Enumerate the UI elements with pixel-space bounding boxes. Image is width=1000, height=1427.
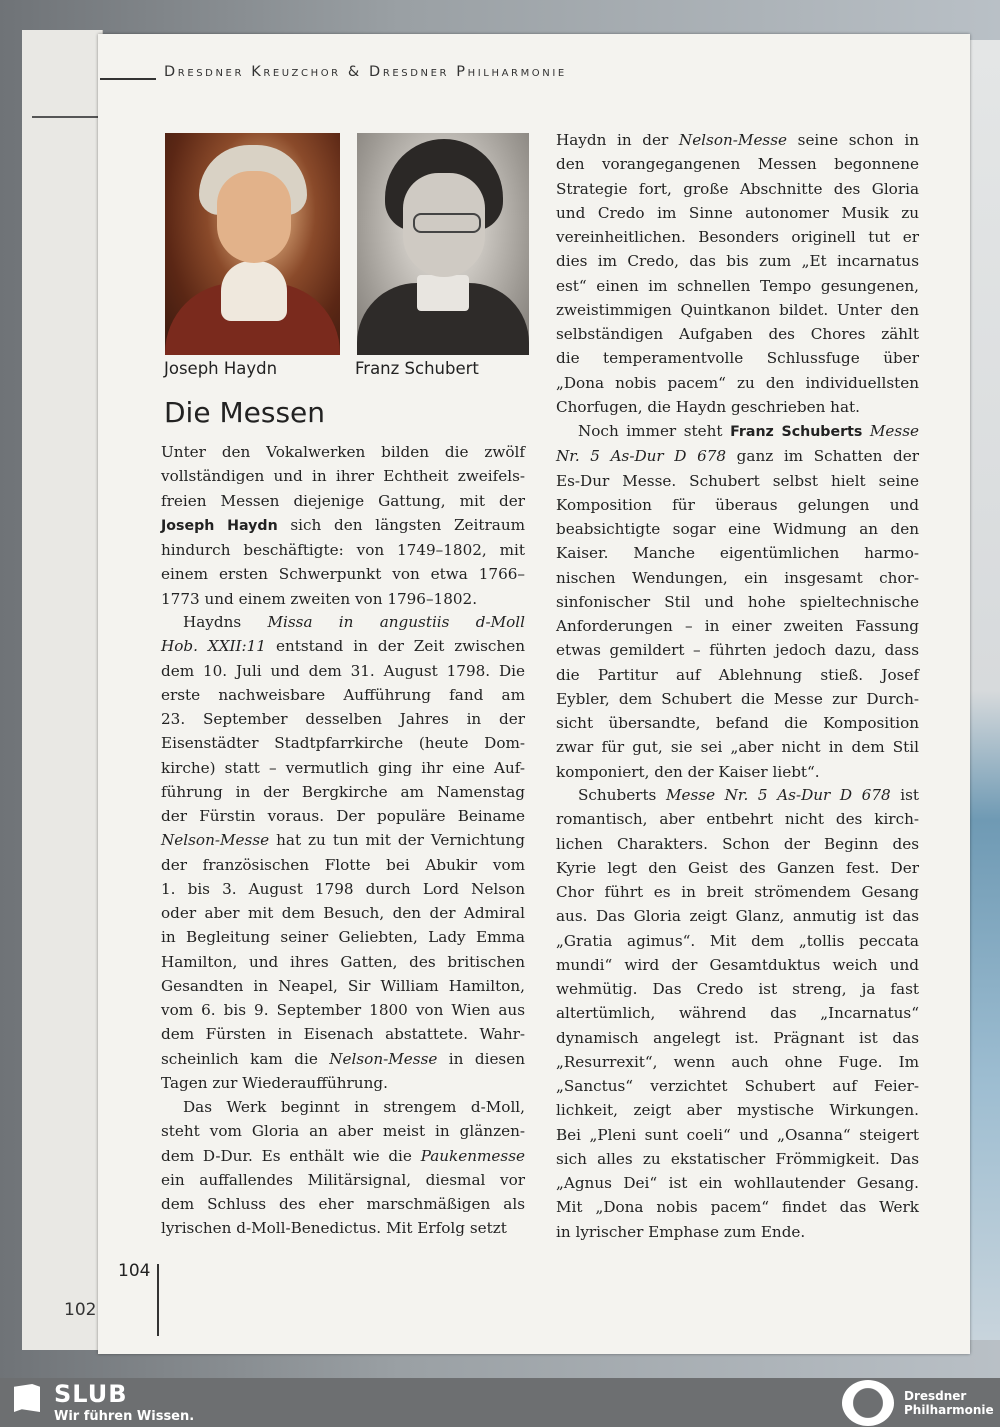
paragraph bbox=[161, 440, 525, 611]
philharmonie-brand: Dresdner Philharmonie bbox=[904, 1389, 994, 1417]
text-run: Noch immer steht bbox=[578, 422, 731, 440]
text-line: Kaiser. Manche eigentümlichen harmo- bbox=[556, 544, 919, 563]
previous-page-number: 102 bbox=[64, 1300, 97, 1320]
text-line: Eybler, dem Schubert die Messe zur Durch- bbox=[556, 689, 919, 708]
italic-title: Messe Nr. 5 As-Dur D 678 bbox=[665, 786, 891, 804]
text-run: scheinlich kam die bbox=[161, 1049, 330, 1068]
text-run: hat zu tun mit der Vernichtung bbox=[269, 831, 525, 850]
text-line: vereinheitlichen. Besonders originell tut er bbox=[556, 228, 919, 246]
text-line bbox=[161, 1047, 525, 1071]
text-line: steht vom Gloria an aber meist in glänzen- bbox=[161, 1122, 525, 1141]
bold-name: Franz Schuberts bbox=[730, 424, 863, 440]
text-line: lichen Charakters. Schon der Beginn des bbox=[556, 834, 919, 853]
text-line: zweistimmigen Quintkanon bildet. Unter den bbox=[556, 300, 919, 319]
text-line: freien Messen diejenige Gattung, mit der bbox=[161, 491, 525, 510]
text-line: lyrischen d-Moll-Benedictus. Mit Erfolg setzt bbox=[161, 1219, 507, 1238]
text-line: Anforderungen – in einer zweiten Fassung bbox=[556, 617, 919, 635]
text-line: die Partitur auf Ablehnung stieß. Josef bbox=[556, 665, 919, 684]
paragraph bbox=[556, 128, 919, 419]
text-line: nischen Wendungen, ein insgesamt chor- bbox=[556, 568, 919, 587]
text-line: führung in der Bergkirche am Namenstag bbox=[161, 782, 525, 801]
text-line: „Gratia agimus“. Mit dem „tollis peccata bbox=[556, 931, 919, 950]
text-line: die temperamentvolle Schlussfuge über bbox=[556, 349, 919, 368]
text-line: Bei „Pleni sunt coeli“ und „Osanna“ steigert bbox=[556, 1125, 919, 1144]
text-line bbox=[556, 783, 919, 807]
text-line: oder aber mit dem Besuch, den der Admiral bbox=[161, 904, 525, 922]
text-line bbox=[161, 634, 525, 658]
text-line: Komposition für überaus gelungen und bbox=[556, 495, 919, 514]
text-line: 1. bis 3. August 1798 durch Lord Nelson bbox=[161, 879, 525, 898]
text-line: dies im Credo, das bis zum „Et incarnatus bbox=[556, 252, 919, 271]
text-line: selbständigen Aufgaben des Chores zählt bbox=[556, 325, 919, 343]
text-line: Unter den Vokalwerken bilden die zwölf bbox=[161, 443, 525, 461]
text-line: mundi“ wird der Gesamtduktus weich und bbox=[556, 955, 919, 974]
text-run: dem D-Dur. Es enthält wie die bbox=[161, 1146, 421, 1165]
text-line: romantisch, aber entbehrt nicht des kirch- bbox=[556, 810, 919, 829]
text-line: „Resurrexit“, wenn auch ohne Fuge. Im bbox=[556, 1052, 919, 1071]
caption-haydn: Joseph Haydn bbox=[164, 359, 278, 378]
text-line: zwar für gut, sie sei „aber nicht in dem Stil bbox=[556, 738, 919, 757]
text-line: Kyrie legt den Geist des Ganzen fest. Der bbox=[556, 858, 919, 877]
text-line: und Credo im Sinne autonomer Musik zu bbox=[556, 203, 919, 222]
text-run: Haydn in der bbox=[556, 131, 679, 149]
document-page bbox=[98, 34, 970, 1354]
text-line bbox=[556, 419, 919, 444]
text-line: Hamilton, und ihres Gatten, des britischen bbox=[161, 952, 525, 971]
text-line: vom 6. bis 9. September 1800 von Wien aus bbox=[161, 1001, 525, 1019]
caption-schubert: Franz Schubert bbox=[355, 359, 479, 378]
text-line: dynamisch angelegt ist. Prägnant ist das bbox=[556, 1028, 919, 1047]
philharmonie-logo-icon bbox=[842, 1380, 894, 1426]
text-line: in Begleitung seiner Geliebten, Lady Emma bbox=[161, 928, 525, 947]
text-run: in diesen bbox=[437, 1049, 525, 1068]
text-line: „Dona nobis pacem“ zu den individuellsten bbox=[556, 373, 919, 392]
portrait-haydn bbox=[165, 133, 340, 355]
text-line: der französischen Flotte bei Abukir vom bbox=[161, 855, 525, 874]
text-line: den vorangegangenen Messen begonnene bbox=[556, 155, 919, 174]
italic-title: Paukenmesse bbox=[420, 1146, 525, 1165]
previous-page-header-rule bbox=[32, 116, 100, 118]
text-line: Es-Dur Messe. Schubert selbst hielt seine bbox=[556, 471, 919, 490]
text-line: sicht übersandte, befand die Komposition bbox=[556, 714, 919, 732]
text-line: in lyrischer Emphase zum Ende. bbox=[556, 1222, 806, 1241]
slub-logo-icon bbox=[14, 1384, 40, 1412]
text-line bbox=[161, 1144, 525, 1168]
previous-page-edge bbox=[22, 30, 103, 1350]
text-run: entstand in der Zeit zwischen bbox=[265, 637, 525, 656]
paragraph bbox=[556, 783, 919, 1244]
text-line bbox=[161, 610, 525, 634]
text-line: beabsichtigte sogar eine Widmung an den bbox=[556, 520, 919, 538]
text-line: komponiert, den der Kaiser liebt“. bbox=[556, 762, 820, 781]
next-page-edge bbox=[965, 40, 1000, 1340]
italic-title: Nelson-Messe bbox=[329, 1049, 438, 1068]
italic-title: Hob. XXII:11 bbox=[161, 637, 266, 656]
paragraph bbox=[161, 1095, 525, 1241]
section-title: Die Messen bbox=[164, 396, 325, 429]
text-line: Eisenstädter Stadtpfarrkirche (heute Dom- bbox=[161, 734, 525, 753]
text-line: altertümlich, während das „Incarnatus“ bbox=[556, 1004, 919, 1023]
text-line bbox=[161, 513, 525, 538]
text-line: erste nachweisbare Aufführung fand am bbox=[161, 685, 525, 704]
text-line: Chorfugen, die Haydn geschrieben hat. bbox=[556, 397, 860, 416]
page-number: 104 bbox=[118, 1261, 151, 1281]
text-line: sich alles zu ekstatischer Frömmigkeit. Das bbox=[556, 1149, 919, 1168]
text-line: vollständigen und in ihrer Echtheit zweifels- bbox=[161, 467, 525, 486]
text-line: hindurch beschäftigte: von 1749–1802, mit bbox=[161, 541, 525, 559]
text-line: Mit „Dona nobis pacem“ findet das Werk bbox=[556, 1198, 919, 1217]
text-line: kirche) statt – vermutlich ging ihr eine Auf- bbox=[161, 758, 525, 777]
text-line: dem 10. Juli und dem 31. August 1798. Die bbox=[161, 661, 525, 680]
text-line bbox=[161, 828, 525, 852]
text-run: ganz im Schatten der bbox=[726, 447, 919, 466]
text-line: lichkeit, zeigt aber mystische Wirkungen. bbox=[556, 1101, 919, 1120]
portrait-schubert bbox=[357, 133, 529, 355]
text-line: einem ersten Schwerpunkt von etwa 1766– bbox=[161, 565, 525, 584]
italic-title: Missa in angustiis d-Moll bbox=[267, 613, 525, 631]
text-line: wehmütig. Das Credo ist streng, ja fast bbox=[556, 980, 919, 998]
text-run: seine schon in bbox=[787, 131, 919, 149]
running-header: Dresdner Kreuzchor & Dresdner Philharmonie bbox=[164, 64, 567, 80]
text-line: „Sanctus“ verzichtet Schubert auf Feier- bbox=[556, 1077, 919, 1095]
text-run: sich den längsten Zeitraum bbox=[277, 515, 525, 534]
italic-title: Nr. 5 As-Dur D 678 bbox=[556, 447, 727, 466]
text-line: aus. Das Gloria zeigt Glanz, anmutig ist das bbox=[556, 907, 919, 926]
text-run: Schuberts bbox=[578, 786, 666, 804]
text-line: Strategie fort, große Abschnitte des Gloria bbox=[556, 179, 919, 198]
text-line: 23. September desselben Jahres in der bbox=[161, 710, 525, 728]
bold-name: Joseph Haydn bbox=[161, 517, 278, 534]
text-line: Gesandten in Neapel, Sir William Hamilton, bbox=[161, 976, 525, 995]
text-line: dem Fürsten in Eisenach abstattete. Wahr- bbox=[161, 1025, 525, 1044]
italic-title: Nelson-Messe bbox=[678, 131, 788, 149]
text-line: etwas gemildert – führten jedoch dazu, dass bbox=[556, 641, 919, 660]
text-line: Tagen zur Wiederaufführung. bbox=[161, 1073, 388, 1092]
text-line: sinfonischer Stil und hohe spieltechnische bbox=[556, 592, 919, 611]
paragraph bbox=[161, 610, 525, 1095]
slub-tagline: Wir führen Wissen. bbox=[54, 1409, 195, 1424]
italic-title: Messe bbox=[869, 422, 919, 440]
text-line: der Fürstin voraus. Der populäre Beiname bbox=[161, 807, 525, 825]
header-rule bbox=[100, 78, 156, 80]
text-run: Haydns bbox=[183, 613, 268, 631]
text-line: Chor führt es in breit strömendem Gesang bbox=[556, 883, 919, 901]
text-line bbox=[556, 128, 919, 152]
text-line: est“ einen im schnellen Tempo gesungenen, bbox=[556, 276, 919, 295]
footer-rule bbox=[157, 1264, 159, 1336]
italic-title: Nelson-Messe bbox=[161, 831, 270, 850]
text-line: „Agnus Dei“ ist ein wohllautender Gesang. bbox=[556, 1174, 919, 1192]
text-line: 1773 und einem zweiten von 1796–1802. bbox=[161, 589, 478, 608]
text-run: ist bbox=[890, 786, 919, 804]
text-run bbox=[862, 422, 870, 440]
text-line bbox=[556, 444, 919, 468]
paragraph bbox=[556, 419, 919, 784]
slub-brand: SLUB bbox=[54, 1380, 128, 1408]
text-line: dem Schluss des eher marschmäßigen als bbox=[161, 1195, 525, 1213]
text-line: Das Werk beginnt in strengem d-Moll, bbox=[183, 1098, 525, 1116]
text-line: ein auffallendes Militärsignal, diesmal vor bbox=[161, 1170, 525, 1189]
